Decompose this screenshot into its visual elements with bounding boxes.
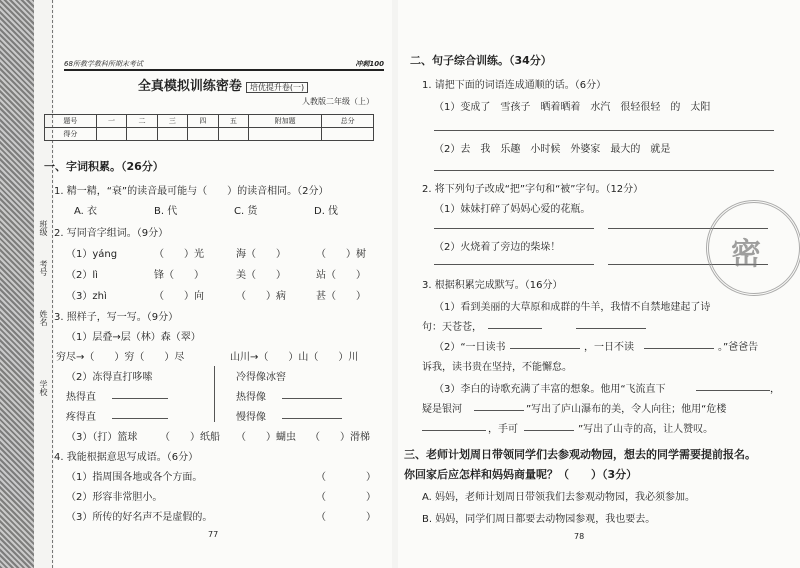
score-cell[interactable]: [157, 128, 187, 141]
section-1-heading: 一、字词积累。（26分）: [44, 160, 164, 173]
score-header-cell: 题号: [45, 115, 97, 128]
q3-row1-right[interactable]: 山川→（ ）山（ ）川: [230, 352, 359, 363]
q4-blank[interactable]: （ ）: [316, 512, 376, 523]
q-words-2: （2）去 我 乐趣 小时候 外婆家 最大的 就是: [434, 144, 671, 155]
score-header-cell: 三: [157, 115, 187, 128]
header-series-text: 68所教学教科所期末考试: [64, 60, 143, 68]
binding-field: 考号: [39, 260, 48, 276]
question-2-2: 2. 将下列句子改成“把”字句和“被”字句。（12分）: [422, 184, 644, 195]
q3-2-text-end: 。”爸爸告: [718, 342, 759, 353]
score-cell[interactable]: [249, 128, 322, 141]
page-number: 77: [208, 530, 219, 539]
divider: [214, 366, 215, 422]
sec3-option-a[interactable]: A. 妈妈，老师计划周日带领我们去参观动物园，我必须参加。: [422, 492, 696, 503]
score-header-cell: 总分: [322, 115, 374, 128]
score-table-row: [45, 128, 374, 141]
q3-3-text-comma: ，: [770, 384, 780, 395]
answer-line[interactable]: [422, 430, 486, 431]
q2-word[interactable]: 站（ ）: [316, 270, 366, 281]
q3-2a: 热得直: [66, 392, 96, 403]
q4-item: （2）形容非常胆小。: [66, 492, 163, 503]
question-2: 2. 写同音字组词。（9分）: [54, 228, 169, 239]
q3-3-text-c: ，手可: [488, 424, 518, 435]
q4-blank[interactable]: （ ）: [316, 472, 376, 483]
score-header-cell: 一: [96, 115, 126, 128]
answer-line[interactable]: [112, 418, 168, 419]
q2-word[interactable]: （ ）向: [154, 291, 204, 302]
q3-3-text: （3）李白的诗歌充满了丰富的想象。他用“飞流直下: [434, 384, 666, 395]
exam-title: [54, 75, 392, 94]
q3-example: （1）层叠→层（林）森（翠）: [66, 332, 201, 343]
score-cell[interactable]: [218, 128, 248, 141]
edition-label: 人教版二年级（上）: [302, 97, 374, 106]
page-left: [44, 0, 392, 568]
score-cell[interactable]: [322, 128, 374, 141]
answer-line[interactable]: [112, 398, 168, 399]
binding-field: 班级: [39, 220, 48, 236]
option-a: A. 衣: [74, 206, 98, 217]
score-cell[interactable]: [188, 128, 218, 141]
q3-2rb: 慢得像: [236, 412, 266, 423]
question-4: 4. 我能根据意思写成语。（6分）: [54, 452, 199, 463]
answer-line[interactable]: [524, 430, 574, 431]
score-cell[interactable]: [127, 128, 157, 141]
q3-3-item[interactable]: （ ）纸船: [160, 432, 220, 443]
q3-2-right-example: 冷得像冰窖: [236, 372, 286, 383]
score-header-cell: 五: [218, 115, 248, 128]
q3-1-text-b: 句：天苍苍，: [422, 322, 482, 333]
q2-word[interactable]: （ ）光: [154, 249, 204, 260]
q3-1-text: （1）看到美丽的大草原和成群的牛羊，我情不自禁地建起了诗: [434, 302, 711, 313]
answer-line[interactable]: [282, 418, 342, 419]
q3-row1-left[interactable]: 穷尽→（ ）穷（ ）尽: [56, 352, 185, 363]
answer-line[interactable]: [576, 328, 646, 329]
q2-row-label: （1）yáng: [66, 249, 118, 260]
sec3-option-b[interactable]: B. 妈妈，同学们周日都要去动物园参观，我也要去。: [422, 514, 656, 525]
q3-2-text-b: 诉我，读书贵在坚持，不能懈怠。: [422, 362, 572, 373]
binding-fields: [36, 0, 53, 568]
q3-3-item[interactable]: （ ）蝴虫: [236, 432, 296, 443]
section-3-heading: 三、老师计划周日带领同学们去参观动物园，想去的同学需要提前报名。: [404, 448, 756, 461]
answer-line[interactable]: [282, 398, 342, 399]
q2-word[interactable]: （ ）树: [316, 249, 366, 260]
question-1: 1. 精一精，“衰”的读音最可能与（ ）的读音相同。（2分）: [54, 186, 329, 197]
binding-strip-pattern: [0, 0, 34, 568]
q3-3-text-b: 疑是银河: [422, 404, 462, 415]
q2-word[interactable]: （ ）病: [236, 291, 286, 302]
q3-2ra: 热得像: [236, 392, 266, 403]
score-header-cell: 四: [188, 115, 218, 128]
q3-2b: 疼得直: [66, 412, 96, 423]
exam-title-text: 全真模拟训练密卷: [137, 79, 242, 94]
page-number: 78: [574, 532, 585, 541]
score-row-label: 得分: [45, 128, 97, 141]
score-table-header: [45, 115, 374, 128]
answer-line[interactable]: [696, 390, 770, 391]
section-3-question: 你回家后应怎样和妈妈商量呢？（ ）（3分）: [404, 468, 638, 481]
section-2-heading: 二、句子综合训练。（34分）: [410, 54, 552, 67]
score-header-cell: 附加题: [249, 115, 322, 128]
score-cell[interactable]: [96, 128, 126, 141]
q4-item: （1）指周围各地或各个方面。: [66, 472, 203, 483]
q3-3-item: （3）（打）篮球: [66, 432, 138, 443]
q2-row-label: （2）lì: [66, 270, 98, 281]
answer-line[interactable]: [434, 264, 594, 265]
q3-2-example: （2）冻得直打哆嗦: [66, 372, 153, 383]
answer-line[interactable]: [434, 170, 774, 171]
question-3: 3. 照样子，写一写。（9分）: [54, 312, 179, 323]
option-c: C. 货: [234, 206, 258, 217]
option-b: B. 代: [154, 206, 178, 217]
option-d: D. 伐: [314, 206, 339, 217]
binding-field: 姓名: [39, 310, 48, 326]
q4-item: （3）所传的好名声不是虚假的。: [66, 512, 213, 523]
question-2-1: 1. 请把下面的词语连成通顺的话。（6分）: [422, 80, 607, 91]
q-words-1: （1）变成了 雪孩子 晒着晒着 水汽 很轻很轻 的 太阳: [434, 102, 711, 113]
q2-word[interactable]: 美（ ）: [236, 270, 286, 281]
q-sentence-2: （2）火烧着了旁边的柴垛！: [434, 242, 561, 253]
header-series: [64, 59, 384, 71]
q2-word[interactable]: 锋（ ）: [154, 270, 204, 281]
binding-field: 学校: [39, 380, 48, 396]
answer-line[interactable]: [474, 410, 524, 411]
q3-3-text-b2: ”写出了庐山瀑布的美，令人向往；他用“危楼: [526, 404, 727, 415]
exam-title-tag: 培优提升卷(一): [246, 82, 308, 93]
stamp-text: 密: [731, 237, 761, 272]
q3-3-item[interactable]: （ ）滑梯: [310, 432, 370, 443]
question-2-3: 3. 根据积累完成默写。（16分）: [422, 280, 563, 291]
q4-blank[interactable]: （ ）: [316, 492, 376, 503]
q2-row-label: （3）zhì: [66, 291, 107, 302]
q2-word[interactable]: 甚（ ）: [316, 291, 366, 302]
score-header-cell: 二: [127, 115, 157, 128]
q3-2-text-mid: ，一日不读: [584, 342, 634, 353]
q3-2-text: （2）“一日读书: [434, 342, 506, 353]
score-table: [44, 114, 374, 141]
q3-3-text-c2: ”写出了山寺的高，让人赞叹。: [578, 424, 714, 435]
answer-line[interactable]: [434, 130, 774, 131]
answer-line[interactable]: [510, 348, 580, 349]
answer-line[interactable]: [644, 348, 714, 349]
header-brand: 冲刺100: [355, 60, 384, 68]
answer-line[interactable]: [434, 228, 594, 229]
stamp-seal: [706, 200, 800, 296]
q2-word[interactable]: 海（ ）: [236, 249, 286, 260]
answer-line[interactable]: [488, 328, 542, 329]
q-sentence-1: （1）妹妹打碎了妈妈心爱的花瓶。: [434, 204, 591, 215]
